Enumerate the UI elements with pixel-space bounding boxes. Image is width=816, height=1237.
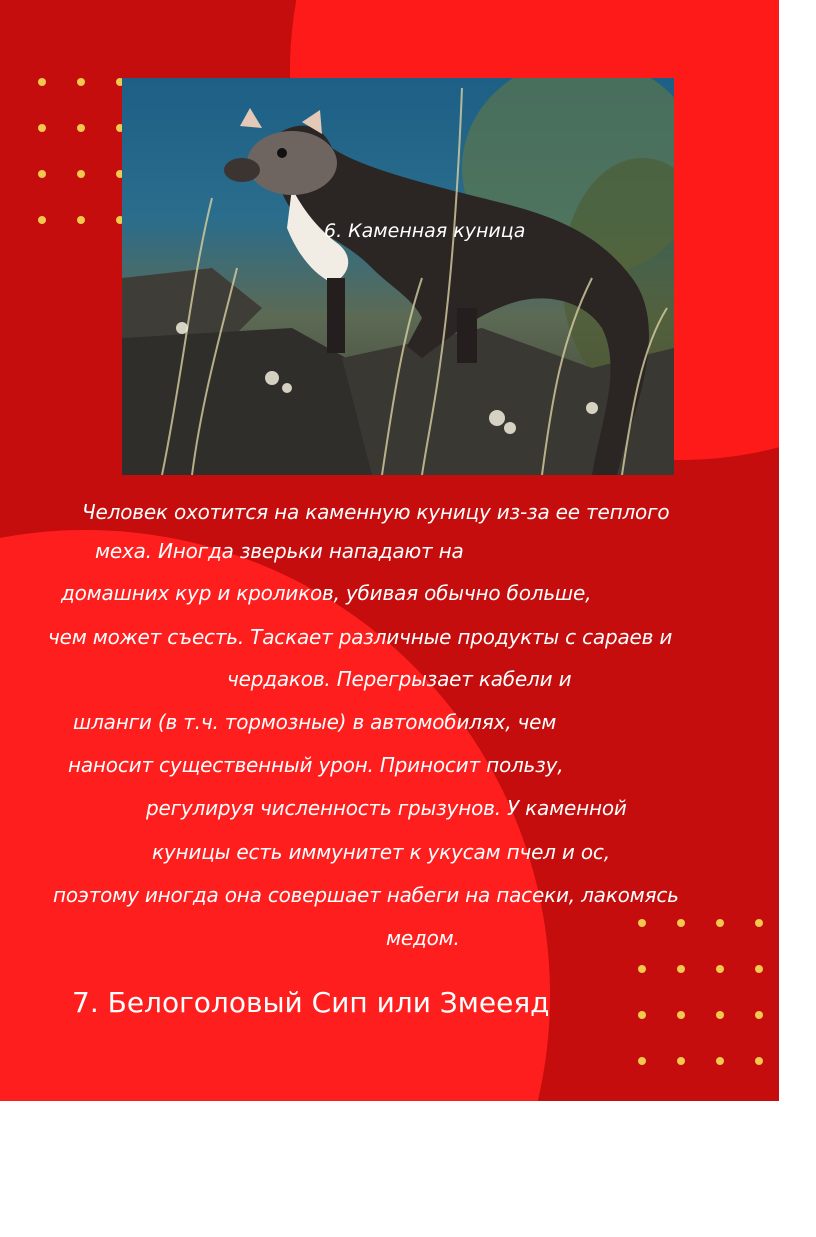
- next-section-heading: 7. Белоголовый Сип или Змееяд: [72, 986, 550, 1019]
- paragraph-line: домашних кур и кроликов, убивая обычно больше,: [61, 581, 592, 605]
- paragraph-line: поэтому иногда она совершает набеги на пасеки, лакомясь: [53, 883, 679, 907]
- marten-photo: [122, 78, 674, 475]
- dot-grid-bottom: [638, 919, 763, 1065]
- dot-grid-top: [38, 78, 124, 224]
- marten-illustration: [122, 78, 674, 475]
- paragraph-line: медом.: [386, 926, 460, 950]
- paragraph-line: куницы есть иммунитет к укусам пчел и ос,: [152, 840, 610, 864]
- paragraph-line: чердаков. Перегрызает кабели и: [227, 667, 572, 691]
- paragraph-line: наносит существенный урон. Приносит пользу,: [68, 753, 564, 777]
- paragraph-line: чем может съесть. Таскает различные продукты с сараев и: [48, 625, 673, 649]
- paragraph-line: шланги (в т.ч. тормозные) в автомобилях, чем: [73, 710, 557, 734]
- paragraph-line: регулируя численность грызунов. У каменной: [146, 796, 627, 820]
- paragraph-line: Человек охотится на каменную куницу из-за ее теплого: [82, 500, 670, 524]
- photo-caption: 6. Каменная куница: [324, 220, 526, 242]
- paragraph-line: меха. Иногда зверьки нападают на: [95, 539, 464, 563]
